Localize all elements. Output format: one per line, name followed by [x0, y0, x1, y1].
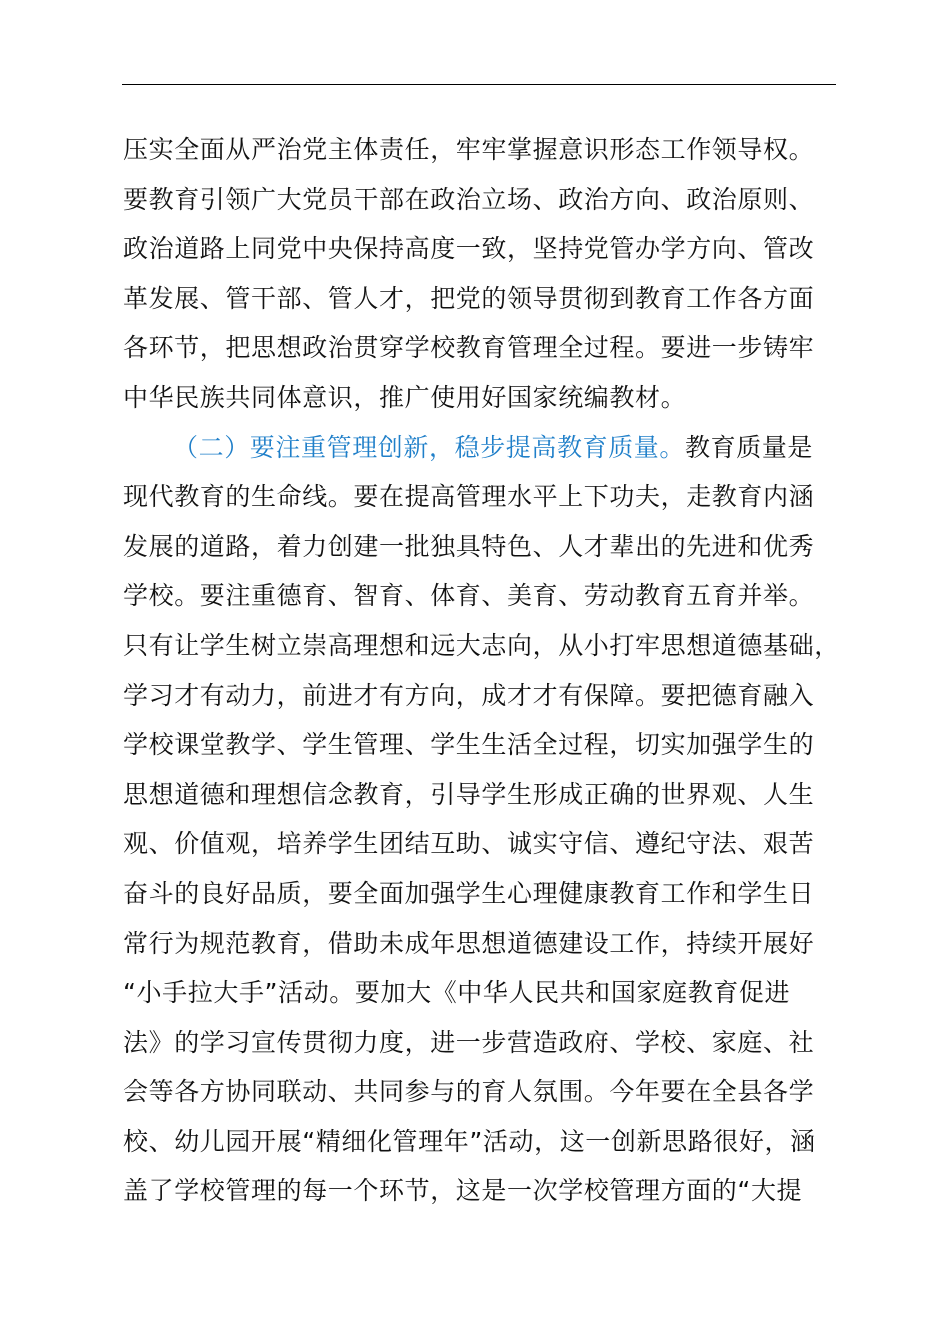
- paragraph-2: [123, 423, 863, 1217]
- paragraph-1: [123, 125, 863, 423]
- text-line: 中华民族共同体意识，推广使用好国家统编教材。: [123, 382, 687, 412]
- heading-line-rest: 教育质量是: [685, 432, 814, 462]
- text-line: 奋斗的良好品质，要全面加强学生心理健康教育工作和学生日: [123, 878, 815, 908]
- text-line: 学校课堂教学、学生管理、学生生活全过程，切实加强学生的: [123, 730, 815, 760]
- text-line: “小手拉大手”活动。要加大《中华人民共和国家庭教育促进: [123, 978, 791, 1008]
- body-text: [123, 125, 863, 1216]
- text-line: 常行为规范教育，借助未成年思想道德建设工作，持续开展好: [123, 928, 815, 958]
- text-line: 压实全面从严治党主体责任，牢牢掌握意识形态工作领导权。: [123, 135, 815, 164]
- text-line: 只有让学生树立崇高理想和远大志向，从小打牢思想道德基础，: [123, 630, 840, 660]
- section-heading: （二）要注重管理创新，稳步提高教育质量。: [173, 432, 686, 462]
- text-line: 各环节，把思想政治贯穿学校教育管理全过程。要进一步铸牢: [123, 333, 815, 363]
- text-line: 盖了学校管理的每一个环节，这是一次学校管理方面的“大提: [123, 1176, 803, 1206]
- text-line: 思想道德和理想信念教育，引导学生形成正确的世界观、人生: [123, 779, 815, 809]
- text-line: 要教育引领广大党员干部在政治立场、政治方向、政治原则、: [123, 184, 815, 214]
- text-line: 观、价值观，培养学生团结互助、诚实守信、遵纪守法、艰苦: [123, 829, 815, 859]
- text-line: 学校。要注重德育、智育、体育、美育、劳动教育五育并举。: [123, 581, 815, 611]
- text-line: 校、幼儿园开展“精细化管理年”活动，这一创新思路很好，涵: [123, 1126, 816, 1156]
- text-line: 革发展、管干部、管人才，把党的领导贯彻到教育工作各方面: [123, 283, 815, 313]
- text-line: 发展的道路，着力创建一批独具特色、人才辈出的先进和优秀: [123, 531, 815, 561]
- text-line: 现代教育的生命线。要在提高管理水平上下功夫，走教育内涵: [123, 482, 815, 512]
- header-rule: [122, 84, 836, 85]
- text-line: 法》的学习宣传贯彻力度，进一步营造政府、学校、家庭、社: [123, 1027, 815, 1057]
- paragraph-first-line: [123, 423, 863, 473]
- text-line: 学习才有动力，前进才有方向，成才才有保障。要把德育融入: [123, 680, 815, 710]
- text-line: 会等各方协同联动、共同参与的育人氛围。今年要在全县各学: [123, 1077, 815, 1107]
- text-line: 政治道路上同党中央保持高度一致，坚持党管办学方向、管改: [123, 234, 815, 264]
